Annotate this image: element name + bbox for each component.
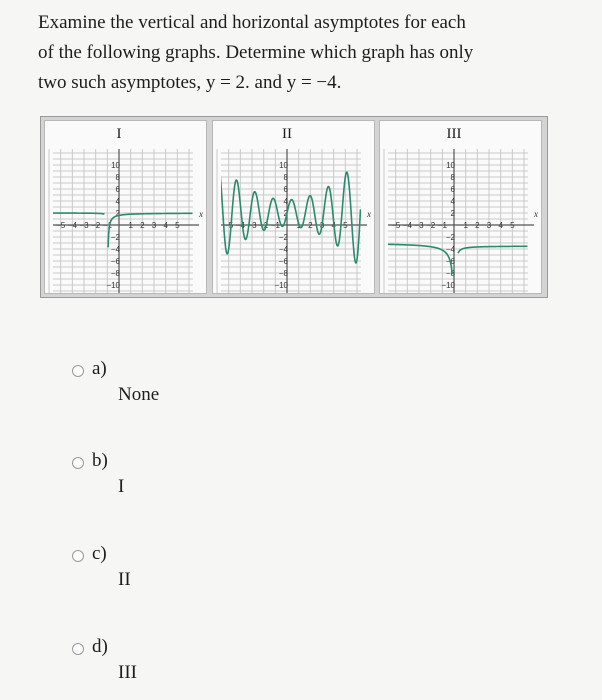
- graph-2-y-tick-label: 4: [283, 197, 288, 206]
- graph-1-svg: [45, 121, 208, 295]
- graph-1-x-axis-label: x: [199, 209, 203, 219]
- graph-3-x-tick-label: 3: [486, 221, 492, 230]
- radio-option-a[interactable]: [72, 365, 84, 377]
- graph-3-x-tick-label: −4: [402, 221, 412, 230]
- graph-3-x-tick-label: −2: [426, 221, 436, 230]
- graph-1-x-tick-label: −3: [79, 221, 89, 230]
- graph-1-x-tick-label: −1: [102, 221, 112, 230]
- radio-option-b[interactable]: [72, 457, 84, 469]
- graph-2-y-tick-label: −6: [278, 257, 288, 266]
- graph-1-y-tick-label: 4: [115, 197, 120, 206]
- graph-panel-2: [212, 120, 375, 294]
- option-b-value: I: [118, 476, 125, 497]
- graph-3-x-tick-label: 1: [463, 221, 468, 230]
- graph-2-x-tick-label: 5: [343, 221, 348, 230]
- option-c-value: II: [118, 569, 131, 590]
- graph-3-svg: [380, 121, 543, 295]
- option-a-value: None: [118, 384, 160, 405]
- question-text: [38, 8, 578, 98]
- graph-2-y-tick-label: −4: [278, 245, 288, 254]
- question-line-3: two such asymptotes, y = 2. and y = −4.: [38, 72, 342, 93]
- graph-3-y-tick-label: −4: [445, 245, 455, 254]
- graph-2-y-tick-label: −2: [278, 233, 288, 242]
- graph-3-x-tick-label: 5: [510, 221, 515, 230]
- graph-1-x-tick-label: −5: [56, 221, 66, 230]
- graph-3-y-tick-label: 10: [446, 161, 455, 170]
- graph-2-x-tick-label: −2: [259, 221, 269, 230]
- graph-1-curve: [46, 213, 105, 214]
- radio-option-d[interactable]: [72, 643, 84, 655]
- graph-3-y-tick-label: −10: [441, 281, 455, 290]
- graph-2-x-tick-label: −4: [235, 221, 245, 230]
- graph-2-x-tick-label: 4: [331, 221, 336, 230]
- question-line-1: Examine the vertical and horizontal asymptotes for each: [38, 12, 466, 33]
- option-c-label: c): [92, 543, 107, 564]
- option-a-label: a): [92, 358, 107, 379]
- graph-1-x-tick-label: −2: [91, 221, 101, 230]
- graph-3-x-tick-label: −3: [414, 221, 424, 230]
- graph-3-y-tick-label: −8: [445, 269, 455, 278]
- graph-1-title: I: [116, 126, 122, 142]
- graph-2-y-tick-label: −10: [274, 281, 288, 290]
- graph-1-x-tick-label: 3: [151, 221, 157, 230]
- graph-2-x-tick-label: 3: [319, 221, 325, 230]
- graph-2-y-tick-label: −8: [278, 269, 288, 278]
- graph-1-x-tick-label: −4: [67, 221, 77, 230]
- graph-3-x-tick-label: −5: [391, 221, 401, 230]
- graph-3-x-tick-label: 4: [498, 221, 503, 230]
- graph-1-x-tick-label: 4: [163, 221, 168, 230]
- graph-3-x-axis-label: x: [534, 209, 538, 219]
- graph-3-y-tick-label: 6: [450, 185, 455, 194]
- graph-3-y-tick-label: 8: [450, 173, 455, 182]
- graph-3-y-tick-label: 4: [450, 197, 455, 206]
- graph-3-y-tick-label: −2: [445, 233, 455, 242]
- graph-panel-1: [44, 120, 207, 294]
- graph-2-x-tick-label: −5: [224, 221, 234, 230]
- graph-1-x-tick-label: 2: [140, 221, 145, 230]
- question-line-2: of the following graphs. Determine which graph has only: [38, 42, 474, 63]
- graph-1-y-tick-label: 10: [111, 161, 120, 170]
- graph-2-y-tick-label: 6: [283, 185, 288, 194]
- graph-2-y-tick-label: 10: [279, 161, 288, 170]
- graph-2-y-tick-label: 8: [283, 173, 288, 182]
- graph-2-title: II: [282, 126, 292, 142]
- graph-2-y-tick-label: 2: [283, 209, 288, 218]
- option-d-label: d): [92, 636, 108, 657]
- graph-1-y-tick-label: −10: [106, 281, 120, 290]
- graph-1-y-tick-label: −4: [110, 245, 120, 254]
- graph-2-x-tick-label: 1: [296, 221, 301, 230]
- graph-2-x-tick-label: −3: [247, 221, 257, 230]
- graph-2-x-axis-label: x: [367, 209, 371, 219]
- graph-1-curve: [108, 213, 192, 247]
- graph-2-svg: [213, 121, 376, 295]
- graph-1-x-tick-label: 1: [128, 221, 133, 230]
- graph-2-x-tick-label: −1: [270, 221, 280, 230]
- graph-3-y-tick-label: −6: [445, 257, 455, 266]
- graph-1-y-tick-label: −8: [110, 269, 120, 278]
- graph-3-curve: [458, 246, 527, 253]
- graph-1-y-tick-label: −2: [110, 233, 120, 242]
- graph-3-y-tick-label: 2: [450, 209, 455, 218]
- graph-1-y-tick-label: 6: [115, 185, 120, 194]
- graph-3-title: III: [446, 126, 462, 142]
- option-d-value: III: [118, 662, 137, 683]
- graph-3-x-tick-label: 2: [475, 221, 480, 230]
- graph-2-x-tick-label: 2: [308, 221, 313, 230]
- graph-1-y-tick-label: 8: [115, 173, 120, 182]
- radio-option-c[interactable]: [72, 550, 84, 562]
- graph-3-x-tick-label: −1: [437, 221, 447, 230]
- graph-panel-3: [379, 120, 542, 294]
- option-b-label: b): [92, 450, 108, 471]
- graphs-figure: [40, 116, 548, 298]
- graph-1-y-tick-label: 2: [115, 209, 120, 218]
- graph-1-x-tick-label: 5: [175, 221, 180, 230]
- graph-1-y-tick-label: −6: [110, 257, 120, 266]
